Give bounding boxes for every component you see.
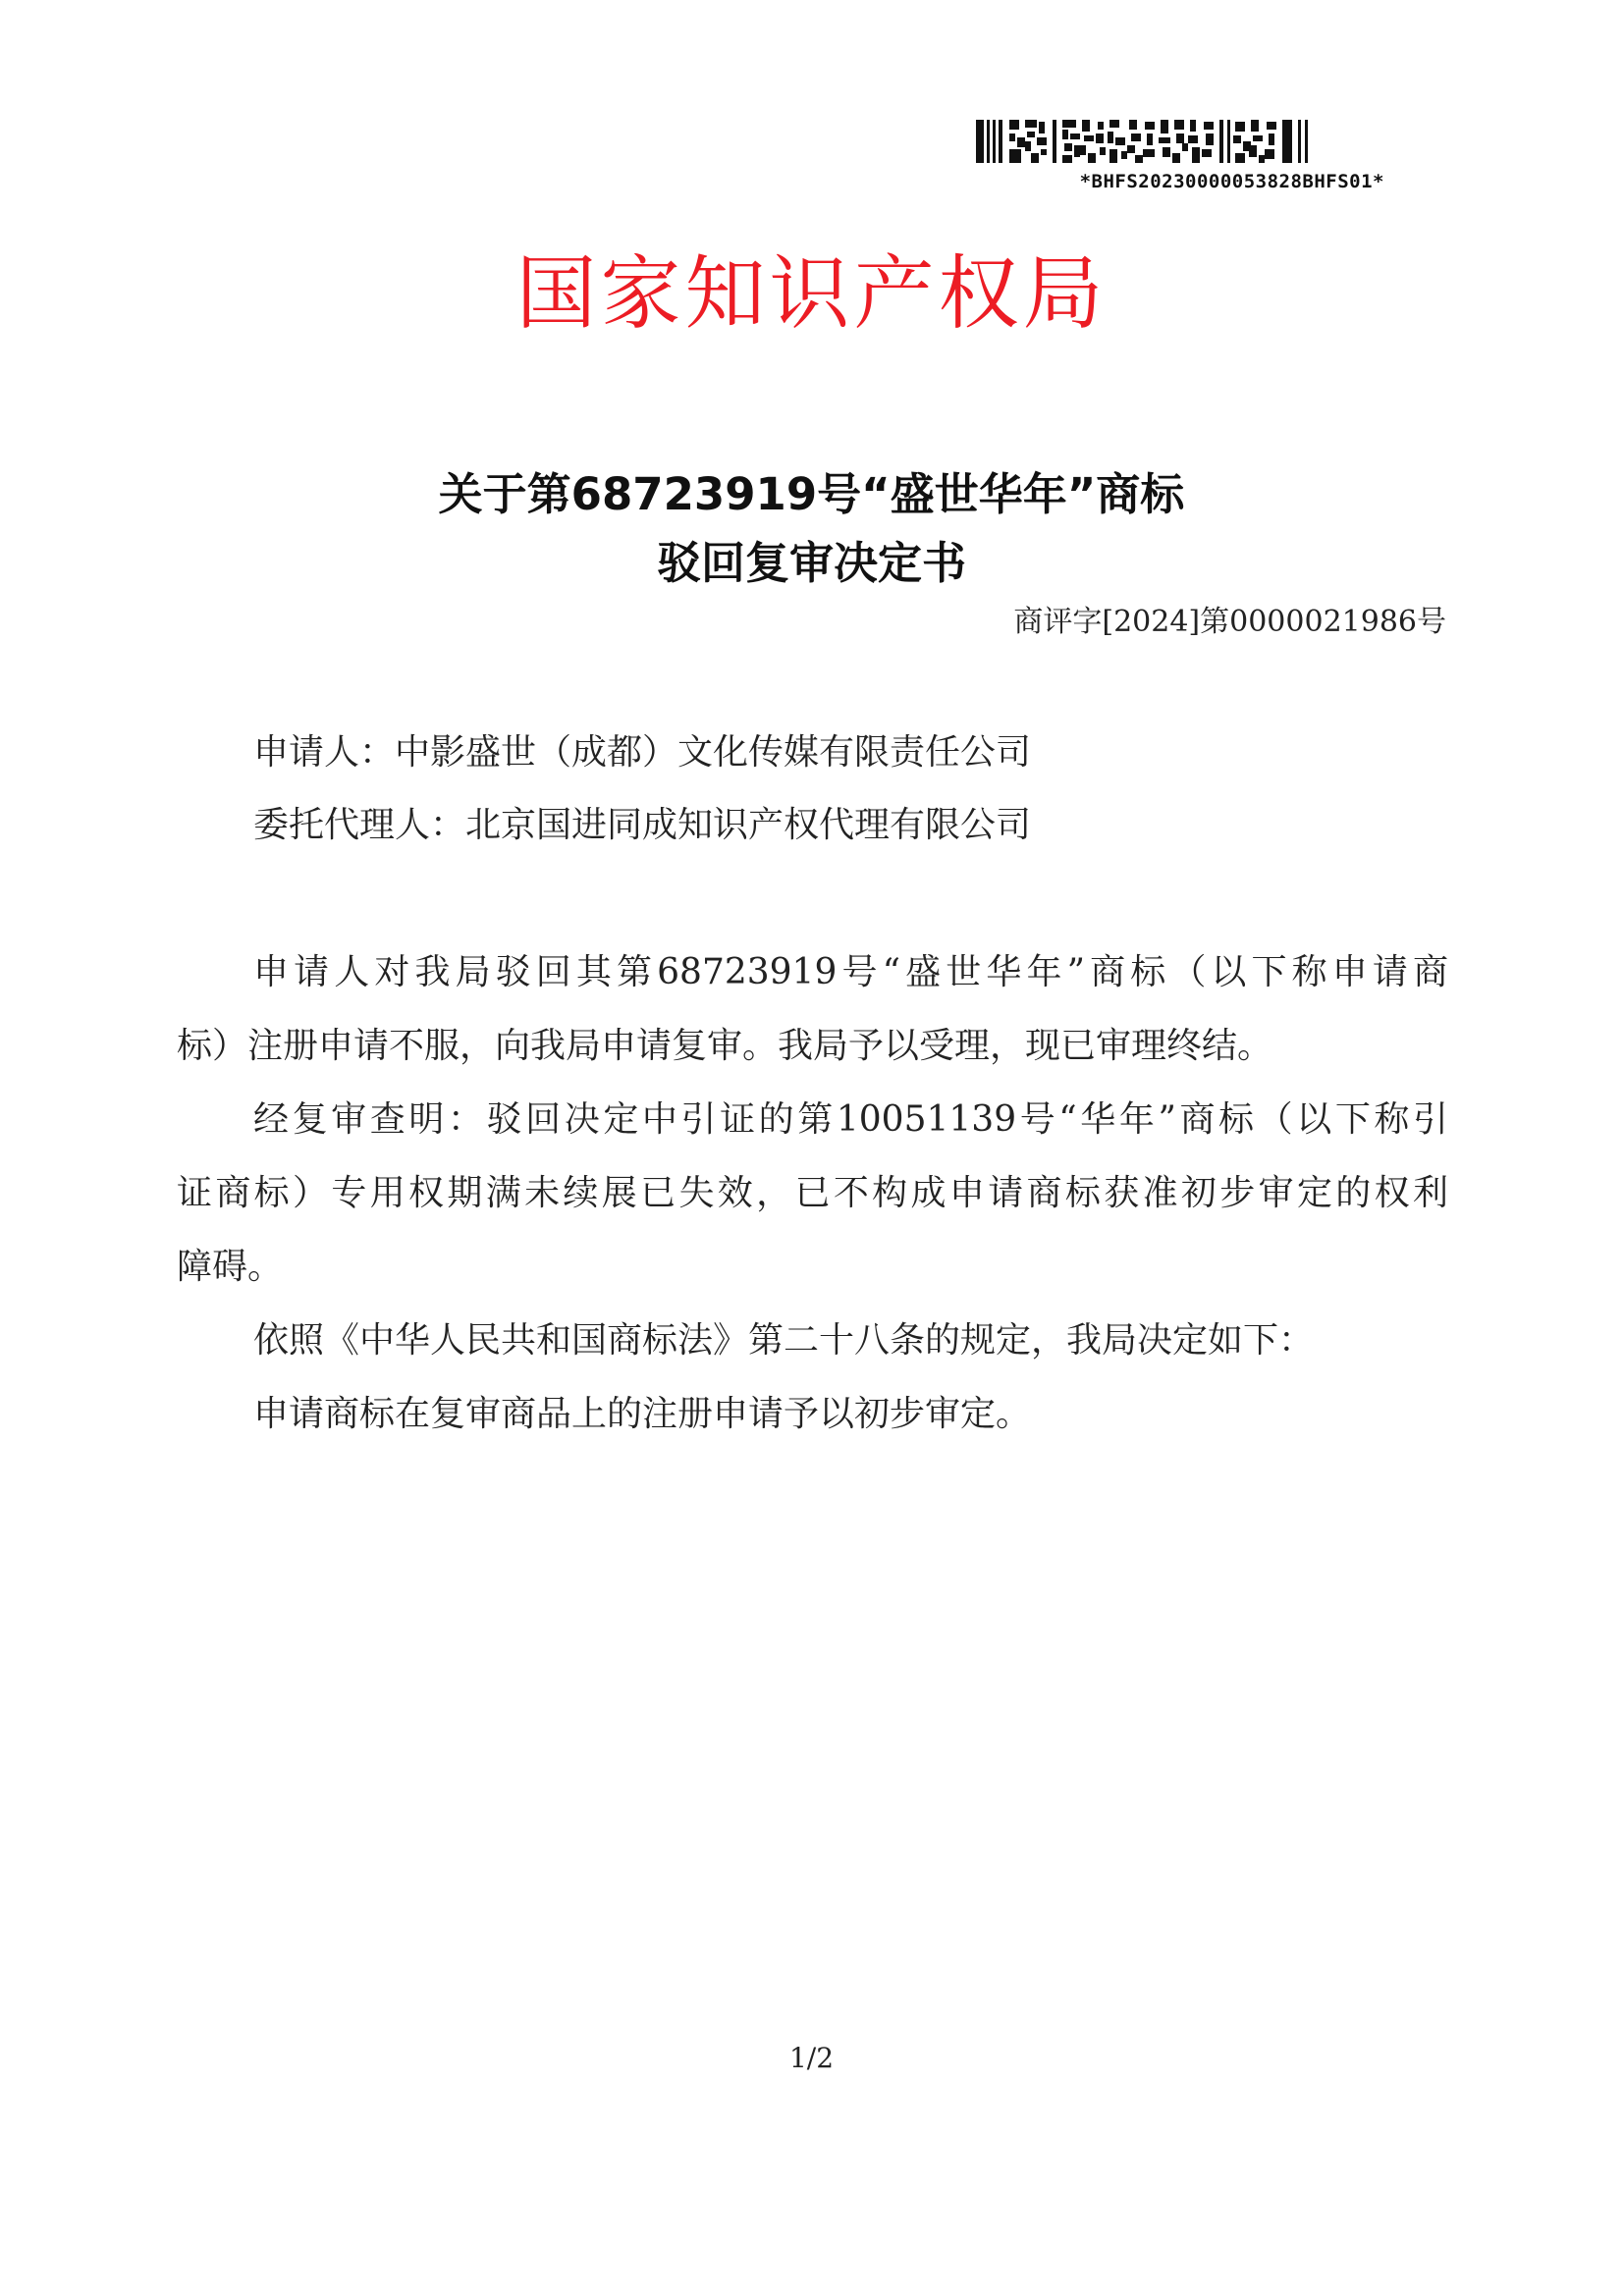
body-line: 标）注册申请不服，向我局申请复审。我局予以受理，现已审理终结。 xyxy=(177,1026,1273,1066)
body-line: 障碍。 xyxy=(177,1247,284,1287)
applicant-line: 申请人：中影盛世（成都）文化传媒有限责任公司 xyxy=(253,732,1032,773)
body-line: 申请商标在复审商品上的注册申请予以初步审定。 xyxy=(253,1394,1032,1434)
body-line: 申请人对我局驳回其第68723919号“盛世华年”商标（以下称申请商 xyxy=(253,952,1448,992)
issuing-authority-title: 国家知识产权局 xyxy=(515,247,1108,341)
document-number: 商评字[2024]第0000021986号 xyxy=(1013,605,1446,639)
barcode-number: *BHFS20230000053828BHFS01* xyxy=(1079,171,1384,192)
barcode-block xyxy=(972,116,1384,194)
page-number: 1/2 xyxy=(788,2042,835,2074)
body-line: 依照《中华人民共和国商标法》第二十八条的规定，我局决定如下： xyxy=(253,1320,1315,1361)
agent-line: 委托代理人：北京国进同成知识产权代理有限公司 xyxy=(253,805,1032,845)
decision-body xyxy=(177,948,1448,1464)
barcode-image xyxy=(972,116,1384,167)
document-title-line-1: 关于第68723919号“盛世华年”商标 xyxy=(438,468,1185,520)
body-line: 证商标）专用权期满未续展已失效，已不构成申请商标获准初步审定的权利 xyxy=(177,1173,1448,1213)
document-title-line-2: 驳回复审决定书 xyxy=(656,537,966,589)
body-line: 经复审查明：驳回决定中引证的第10051139号“华年”商标（以下称引 xyxy=(253,1099,1448,1140)
